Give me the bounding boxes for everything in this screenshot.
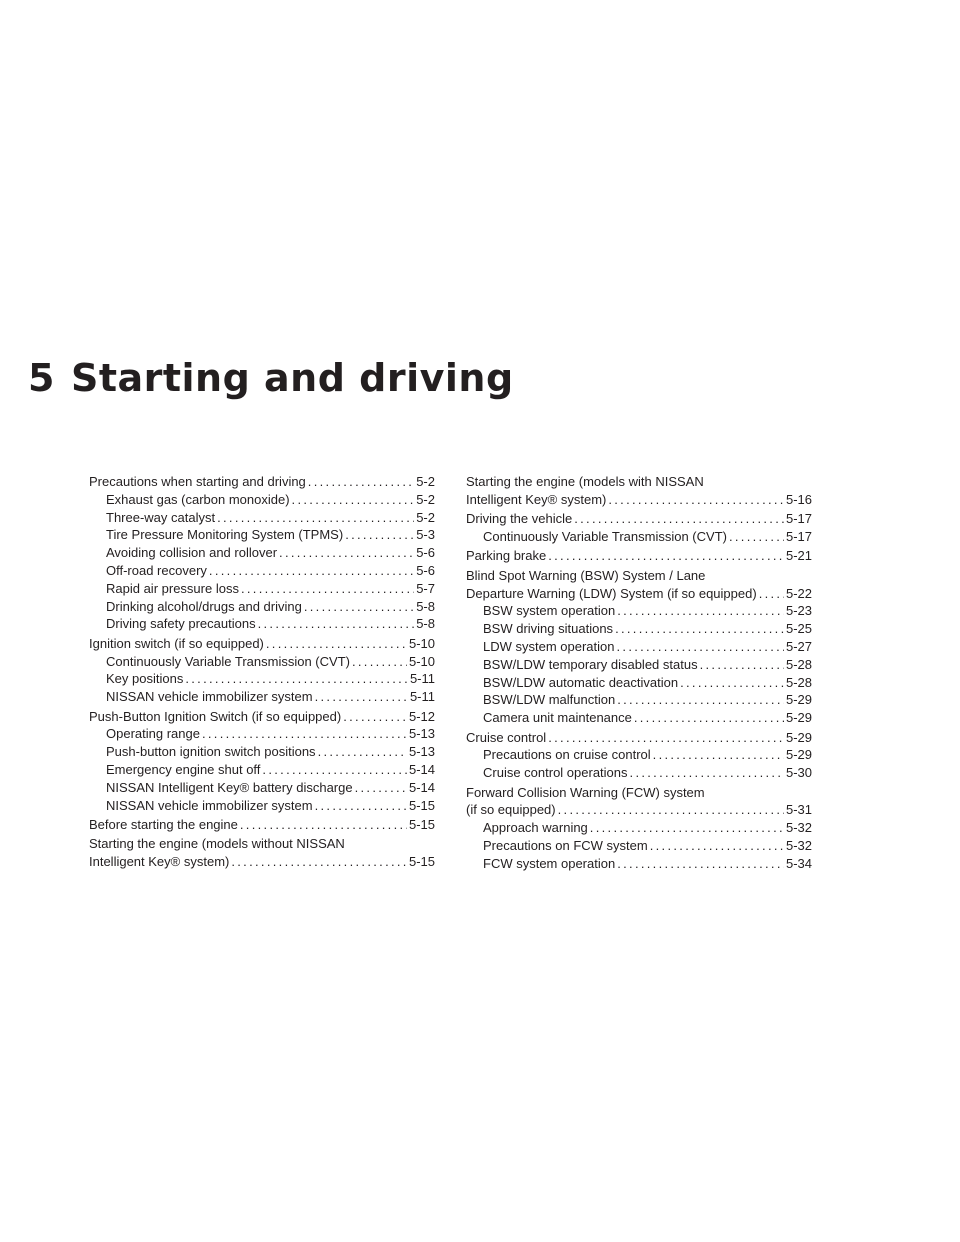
toc-entry-row <box>466 638 812 656</box>
chapter-number: 5 <box>28 356 55 400</box>
toc-entry-title: FCW system operation <box>483 855 616 871</box>
toc-entry-row <box>89 635 435 653</box>
toc-entry-row <box>89 816 435 834</box>
toc-entry-title: Precautions when starting and driving <box>89 474 306 489</box>
dot-leader <box>231 853 407 871</box>
toc-entry-page: 5-10 <box>408 653 435 669</box>
dot-leader <box>315 797 407 815</box>
toc-entry-title: Cruise control <box>466 729 547 745</box>
toc-entry-page: 5-22 <box>785 585 812 601</box>
toc-entry-title: Avoiding collision and rollover <box>106 545 278 561</box>
toc-entry-title: Departure Warning (LDW) System (if so equipped) <box>466 585 757 601</box>
toc-entry[interactable] <box>466 746 812 764</box>
toc-entry-row <box>89 779 435 797</box>
toc-entry-title-line1: Starting the engine (models without NISSAN <box>89 836 345 852</box>
toc-entry[interactable] <box>466 709 812 727</box>
toc-entry[interactable] <box>89 779 435 797</box>
toc-entry-page: 5-14 <box>408 761 435 777</box>
toc-entry-row <box>466 510 812 528</box>
toc-entry-title: Push-Button Ignition Switch (if so equipped) <box>89 708 342 724</box>
toc-entry[interactable] <box>89 725 435 743</box>
toc-entry-page: 5-29 <box>785 747 812 763</box>
toc-entry-title-line1: Blind Spot Warning (BSW) System / Lane <box>466 567 706 583</box>
toc-entry-page: 5-2 <box>416 474 435 489</box>
toc-entry-title: Push-button ignition switch positions <box>106 744 316 760</box>
toc-entry-row <box>89 473 435 491</box>
toc-entry-title-line1: Forward Collision Warning (FCW) system <box>466 784 705 800</box>
toc-entry-page: 5-17 <box>785 528 812 544</box>
toc-entry[interactable] <box>89 708 435 726</box>
dot-leader <box>209 562 414 580</box>
toc-entry-title: NISSAN Intelligent Key® battery discharge <box>106 779 353 795</box>
toc-entry[interactable] <box>89 670 435 688</box>
toc-entry-title: BSW/LDW automatic deactivation <box>483 674 679 690</box>
toc-entry-row <box>89 743 435 761</box>
dot-leader <box>617 855 784 873</box>
dot-leader <box>345 526 414 544</box>
toc-entry-title: Intelligent Key® system) <box>466 491 607 507</box>
toc-entry-row <box>89 725 435 743</box>
toc-entry-row <box>466 674 812 692</box>
toc-entry-row <box>89 509 435 527</box>
toc-entry-title: BSW/LDW temporary disabled status <box>483 656 698 672</box>
toc-entry-title: Continuously Variable Transmission (CVT) <box>106 653 350 669</box>
dot-leader <box>262 761 407 779</box>
toc-entry-title: Camera unit maintenance <box>483 710 632 726</box>
toc-entry-page: 5-3 <box>416 527 435 543</box>
dot-leader <box>279 544 414 562</box>
dot-leader <box>343 708 407 726</box>
toc-entry-title-line1: Starting the engine (models with NISSAN <box>466 474 704 489</box>
dot-leader <box>558 801 784 819</box>
toc-entry[interactable] <box>89 544 435 562</box>
toc-entry[interactable] <box>466 547 812 565</box>
toc-entry-page: 5-29 <box>785 729 812 745</box>
toc-entry-page: 5-11 <box>409 671 435 687</box>
toc-entry-title: Key positions <box>106 671 184 687</box>
toc-entry-title: Continuously Variable Transmission (CVT) <box>483 528 727 544</box>
toc-entry[interactable] <box>89 615 435 633</box>
toc-entry-row <box>89 688 435 706</box>
toc-entry-row <box>466 585 812 603</box>
toc-entry-row <box>466 547 812 565</box>
toc-entry[interactable] <box>466 729 812 747</box>
dot-leader <box>355 779 407 797</box>
toc-entry-title: Cruise control operations <box>483 765 628 781</box>
toc-entry-page: 5-16 <box>785 491 812 507</box>
toc-entry[interactable] <box>89 491 435 509</box>
toc-entry-row <box>466 855 812 873</box>
toc-entry-page: 5-28 <box>785 674 812 690</box>
toc-entry-row <box>466 491 812 509</box>
toc-entry-page: 5-2 <box>416 509 435 525</box>
toc-entry[interactable] <box>89 761 435 779</box>
dot-leader <box>266 635 407 653</box>
toc-entry-row <box>89 526 435 544</box>
toc-entry-page: 5-2 <box>416 491 435 507</box>
toc-entry[interactable] <box>89 598 435 616</box>
toc-entry-page: 5-32 <box>785 837 812 853</box>
toc-entry-page: 5-34 <box>785 855 812 871</box>
dot-leader <box>617 691 784 709</box>
dot-leader <box>240 816 407 834</box>
toc-entry[interactable] <box>89 816 435 834</box>
toc-entry-title: Driving safety precautions <box>106 616 256 632</box>
toc-entry-title: BSW/LDW malfunction <box>483 692 616 708</box>
toc-entry-title: Before starting the engine <box>89 816 238 832</box>
dot-leader <box>680 674 784 692</box>
toc-left-column <box>89 473 435 871</box>
toc-entry-title: BSW system operation <box>483 603 616 619</box>
toc-entry[interactable] <box>466 528 812 546</box>
dot-leader <box>548 729 784 747</box>
toc-entry-row <box>466 837 812 855</box>
toc-entry-row <box>466 801 812 819</box>
toc-entry-row <box>89 598 435 616</box>
toc-entry[interactable] <box>89 797 435 815</box>
toc-entry-row <box>466 602 812 620</box>
toc-entry-row <box>466 709 812 727</box>
dot-leader <box>759 585 784 603</box>
toc-entry-page: 5-15 <box>408 797 435 813</box>
dot-leader <box>729 528 784 546</box>
toc-entry[interactable] <box>466 674 812 692</box>
toc-entry-page: 5-17 <box>785 511 812 527</box>
toc-entry-row <box>466 819 812 837</box>
dot-leader <box>308 473 414 491</box>
toc-entry-title: Driving the vehicle <box>466 511 573 527</box>
toc-entry-row <box>466 729 812 747</box>
toc-entry-title: Precautions on FCW system <box>483 837 648 853</box>
toc-entry-row <box>466 691 812 709</box>
toc-entry-row <box>89 580 435 598</box>
toc-entry-title: Intelligent Key® system) <box>89 854 230 870</box>
dot-leader <box>574 510 784 528</box>
toc-entry-title: Parking brake <box>466 548 547 564</box>
toc-entry[interactable] <box>466 602 812 620</box>
toc-entry-row <box>466 764 812 782</box>
toc-entry-row <box>466 620 812 638</box>
toc-right-column <box>466 473 812 873</box>
toc-entry[interactable] <box>466 473 812 509</box>
toc-entry[interactable] <box>466 819 812 837</box>
toc-entry[interactable] <box>466 837 812 855</box>
toc-entry-row <box>466 746 812 764</box>
dot-leader <box>318 743 407 761</box>
toc-entry[interactable] <box>89 743 435 761</box>
toc-entry[interactable] <box>466 691 812 709</box>
dot-leader <box>617 602 784 620</box>
toc-entry-title: Exhaust gas (carbon monoxide) <box>106 491 290 507</box>
toc-entry-page: 5-21 <box>785 548 812 564</box>
toc-entry-row <box>466 528 812 546</box>
toc-entry[interactable] <box>466 510 812 528</box>
toc-entry[interactable] <box>89 509 435 527</box>
dot-leader <box>217 509 414 527</box>
toc-entry-title: Emergency engine shut off <box>106 761 261 777</box>
toc-entry-row <box>89 708 435 726</box>
toc-entry[interactable] <box>466 620 812 638</box>
toc-entry-title: Ignition switch (if so equipped) <box>89 635 264 651</box>
toc-entry[interactable] <box>89 835 435 871</box>
toc-entry[interactable] <box>466 764 812 782</box>
toc-entry-title: Operating range <box>106 726 200 742</box>
toc-entry-page: 5-29 <box>785 692 812 708</box>
toc-entry-title: NISSAN vehicle immobilizer system <box>106 797 313 813</box>
toc-entry-page: 5-6 <box>416 545 435 561</box>
dot-leader <box>617 638 784 656</box>
toc-entry[interactable] <box>89 473 435 491</box>
toc-entry-page: 5-25 <box>785 621 812 637</box>
dot-leader <box>650 837 784 855</box>
toc-entry-page: 5-7 <box>416 580 435 596</box>
toc-entry-page: 5-15 <box>408 816 435 832</box>
toc-entry-title: Drinking alcohol/drugs and driving <box>106 598 302 614</box>
toc-entry-row <box>466 656 812 674</box>
dot-leader <box>202 725 407 743</box>
toc-entry-title: NISSAN vehicle immobilizer system <box>106 689 313 705</box>
dot-leader <box>185 670 408 688</box>
toc-entry[interactable] <box>89 653 435 671</box>
toc-entry-row <box>89 853 435 871</box>
dot-leader <box>292 491 415 509</box>
toc-entry-row <box>89 491 435 509</box>
toc-entry[interactable] <box>89 562 435 580</box>
toc-entry[interactable] <box>466 638 812 656</box>
chapter-title <box>28 356 514 400</box>
chapter-title-text: Starting and driving <box>70 356 514 400</box>
dot-leader <box>258 615 415 633</box>
toc-entry-page: 5-10 <box>408 635 435 651</box>
toc-entry[interactable] <box>89 688 435 706</box>
toc-entry-title: Three-way catalyst <box>106 509 216 525</box>
toc-entry-page: 5-29 <box>785 710 812 726</box>
toc-entry-row <box>89 562 435 580</box>
toc-entry-page: 5-14 <box>408 779 435 795</box>
toc-entry[interactable] <box>89 580 435 598</box>
toc-entry-title: BSW driving situations <box>483 621 614 637</box>
toc-entry-row <box>89 761 435 779</box>
toc-entry-page: 5-13 <box>408 726 435 742</box>
toc-entry-title: Approach warning <box>483 820 588 836</box>
toc-entry-page: 5-8 <box>416 598 435 614</box>
dot-leader <box>630 764 784 782</box>
toc-entry[interactable] <box>466 656 812 674</box>
toc-entry-row <box>89 653 435 671</box>
toc-entry[interactable] <box>466 784 812 820</box>
dot-leader <box>241 580 414 598</box>
toc-entry-title: Rapid air pressure loss <box>106 580 239 596</box>
dot-leader <box>608 491 784 509</box>
dot-leader <box>590 819 784 837</box>
dot-leader <box>352 653 407 671</box>
toc-entry-page: 5-15 <box>408 854 435 870</box>
toc-entry-title: LDW system operation <box>483 638 615 654</box>
toc-entry-row <box>89 670 435 688</box>
toc-entry-page: 5-31 <box>785 802 812 818</box>
toc-entry-row <box>89 544 435 562</box>
toc-entry-title: Off-road recovery <box>106 562 207 578</box>
toc-entry[interactable] <box>466 855 812 873</box>
toc-entry-page: 5-30 <box>785 765 812 781</box>
toc-entry-page: 5-32 <box>785 820 812 836</box>
toc-entry-page: 5-28 <box>785 656 812 672</box>
dot-leader <box>700 656 784 674</box>
toc-entry-page: 5-8 <box>416 616 435 632</box>
dot-leader <box>315 688 408 706</box>
dot-leader <box>548 547 784 565</box>
dot-leader <box>634 709 784 727</box>
toc-entry-page: 5-27 <box>785 638 812 654</box>
dot-leader <box>653 746 784 764</box>
toc-entry-title: Tire Pressure Monitoring System (TPMS) <box>106 527 344 543</box>
dot-leader <box>304 598 414 616</box>
toc-entry-row <box>89 615 435 633</box>
toc-entry-page: 5-23 <box>785 603 812 619</box>
toc-entry-row <box>89 797 435 815</box>
toc-entry-page: 5-11 <box>409 689 435 705</box>
toc-entry[interactable] <box>466 567 812 603</box>
toc-entry-title: (if so equipped) <box>466 802 556 818</box>
toc-entry-page: 5-6 <box>416 562 435 578</box>
toc-entry[interactable] <box>89 526 435 544</box>
dot-leader <box>615 620 784 638</box>
toc-entry-page: 5-12 <box>408 708 435 724</box>
toc-entry[interactable] <box>89 635 435 653</box>
toc-entry-page: 5-13 <box>408 744 435 760</box>
toc-entry-title: Precautions on cruise control <box>483 747 651 763</box>
